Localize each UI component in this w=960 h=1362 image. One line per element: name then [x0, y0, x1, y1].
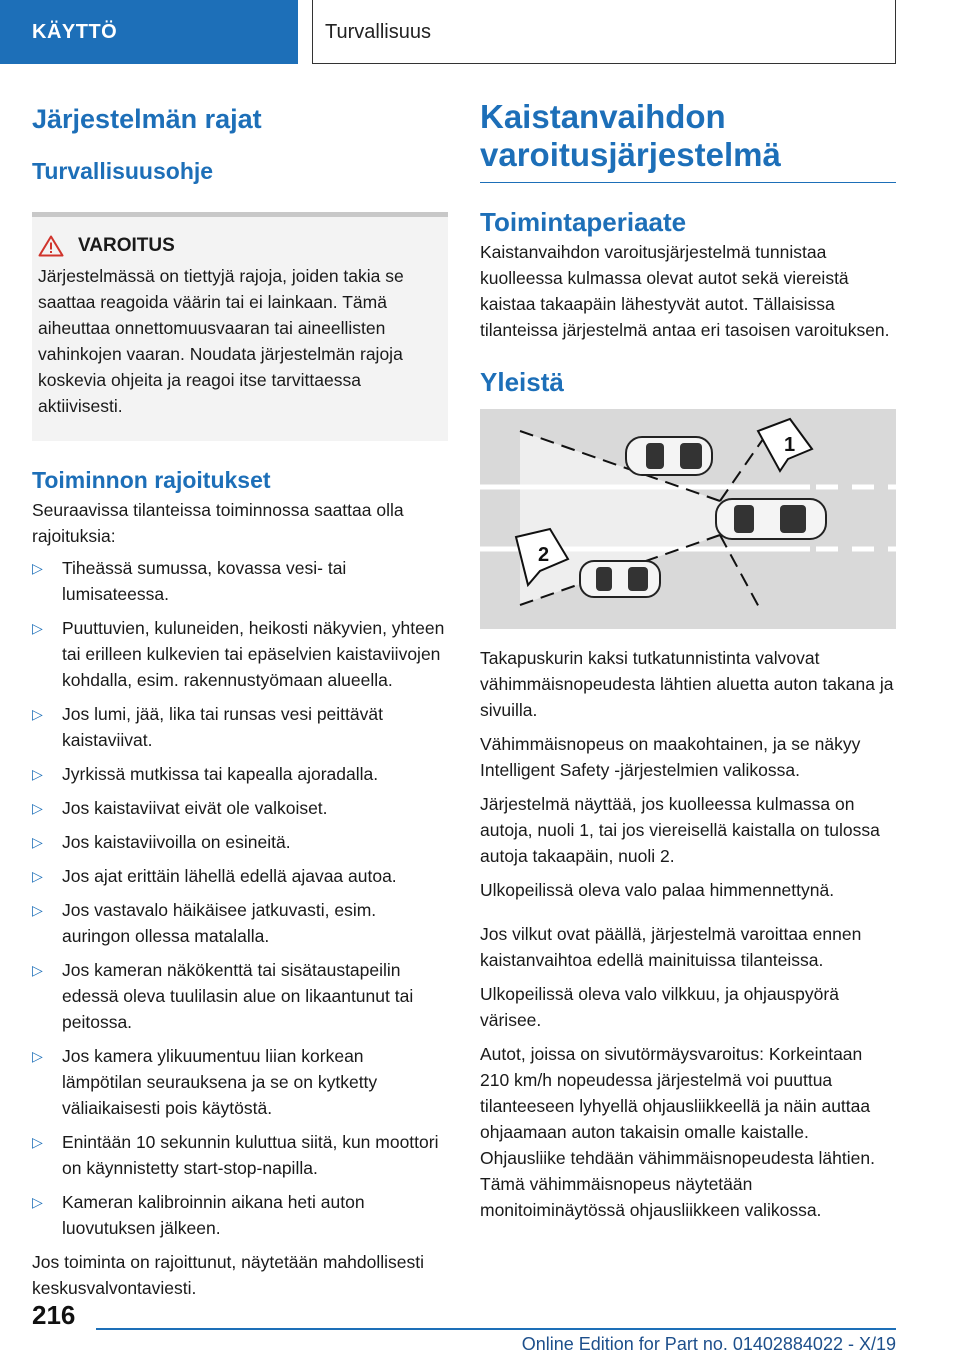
bullet-arrow-icon: ▷	[32, 868, 43, 884]
svg-text:2: 2	[538, 544, 550, 566]
bullet-arrow-icon: ▷	[32, 1194, 43, 1210]
paragraph: Ulkopeilissä oleva valo vilkkuu, ja ohjauspyörä värisee.	[480, 984, 839, 1030]
car-blind-spot-icon	[626, 437, 712, 475]
list-item: ▷ Jos lumi, jää, lika tai runsas vesi peittävät kaistaviivat.	[32, 701, 448, 753]
list-item: ▷ Jos kaistaviivat eivät ole valkoiset.	[32, 795, 448, 821]
paragraph: Vähimmäisnopeus on maakohtainen, ja se näkyy Intelligent Safety -järjestelmien valikossa.	[480, 734, 861, 780]
bullet-arrow-icon: ▷	[32, 620, 43, 636]
limits-list	[32, 555, 448, 1241]
bullet-arrow-icon: ▷	[32, 834, 43, 850]
bullet-arrow-icon: ▷	[32, 706, 43, 722]
topic-tab: Turvallisuus	[312, 0, 896, 64]
page-number: 216	[32, 1300, 76, 1330]
warning-title	[38, 235, 442, 257]
left-column	[32, 98, 448, 1301]
list-item: ▷ Kameran kalibroinnin aikana heti auton luovutuksen jälkeen.	[32, 1189, 448, 1241]
svg-text:1: 1	[784, 434, 796, 456]
bullet-arrow-icon: ▷	[32, 962, 43, 978]
lane-change-diagram	[480, 409, 896, 629]
warning-box	[32, 212, 448, 441]
safety-heading: Turvallisuusohje	[32, 158, 214, 184]
limits-heading: Toiminnon rajoitukset	[32, 467, 271, 493]
paragraph: Ulkopeilissä oleva valo palaa himmennettynä.	[480, 880, 835, 900]
list-item: ▷ Jyrkissä mutkissa tai kapealla ajoradalla.	[32, 761, 448, 787]
page-header	[0, 0, 960, 66]
car-own-icon	[716, 499, 826, 539]
list-item: ▷ Jos ajat erittäin lähellä edellä ajavaa autoa.	[32, 863, 448, 889]
section-tab: KÄYTTÖ	[0, 0, 298, 64]
list-item: ▷ Jos kamera ylikuumentuu liian korkean lämpötilan seurauksena ja se on kytketty väliaikaisesti pois käytöstä.	[32, 1043, 448, 1121]
section-title: Järjestelmän rajat	[32, 104, 262, 134]
chapter-title: Kaistanvaihdon varoitusjärjestelmä	[480, 98, 896, 183]
list-item: ▷ Jos kaistaviivoilla on esineitä.	[32, 829, 448, 855]
list-item: ▷ Enintään 10 sekunnin kuluttua siitä, kun moottori on käynnistetty start-stop-napilla.	[32, 1129, 448, 1181]
paragraph: Takapuskurin kaksi tutkatunnistinta valvovat vähimmäisnopeudesta lähtien aluetta auton takana ja sivuilla.	[480, 648, 894, 720]
limits-outro: Jos toiminta on rajoittunut, näytetään mahdollisesti keskusvalvontaviesti.	[32, 1252, 425, 1298]
list-item: ▷ Jos kameran näkökenttä tai sisätaustapeilin edessä oleva tuulilasin alue on likaantunut tai peitossa.	[32, 957, 448, 1035]
bullet-arrow-icon: ▷	[32, 800, 43, 816]
footer-rule	[96, 1328, 896, 1330]
list-item: ▷ Tiheässä sumussa, kovassa vesi- tai lumisateessa.	[32, 555, 448, 607]
bullet-arrow-icon: ▷	[32, 902, 43, 918]
warning-triangle-icon	[38, 235, 64, 257]
limits-intro: Seuraavissa tilanteissa toiminnossa saattaa olla rajoituksia:	[32, 500, 404, 546]
paragraph: Autot, joissa on sivutörmäysvaroitus: Korkeintaan 210 km/h nopeudessa järjestelmä voi puuttua tilanteeseen lyhyellä ohjausliikkeellä ja näin auttaa ohjaamaan auton takaisin omalle kaistalle. Ohjausliike tehdään vähimmäisnopeudesta lähtien. Tämä vähimmäisnopeus näytetään monitoiminäytössä ohjausliikkeen valikossa.	[480, 1044, 875, 1220]
bullet-arrow-icon: ▷	[32, 1048, 43, 1064]
bullet-arrow-icon: ▷	[32, 560, 43, 576]
list-item: ▷ Jos vastavalo häikäisee jatkuvasti, esim. auringon ollessa matalalla.	[32, 897, 448, 949]
principle-text: Kaistanvaihdon varoitusjärjestelmä tunnistaa kuolleessa kulmassa olevat autot sekä viereistä kaistaa takaapäin lähestyvät autot. Tällaisissa tilanteissa järjestelmä antaa eri tasoisen varoituksen.	[480, 242, 890, 340]
car-approaching-icon	[580, 561, 660, 597]
bullet-arrow-icon: ▷	[32, 766, 43, 782]
bullet-arrow-icon: ▷	[32, 1134, 43, 1150]
principle-heading: Toimintaperiaate	[480, 207, 687, 237]
footer-edition: Online Edition for Part no. 01402884022 - X/19	[521, 1334, 896, 1354]
right-column	[480, 98, 896, 1231]
paragraph: Jos vilkut ovat päällä, järjestelmä varoittaa ennen kaistanvaihtoa edellä mainituissa tilanteissa.	[480, 924, 862, 970]
general-heading: Yleistä	[480, 367, 564, 397]
warning-label: VAROITUS	[78, 235, 175, 256]
list-item: ▷ Puuttuvien, kuluneiden, heikosti näkyvien, yhteen tai erilleen kulkevien tai epäselvien kaistaviivojen kohdalla, esim. rakennustyömaan alueella.	[32, 615, 448, 693]
warning-text: Järjestelmässä on tiettyjä rajoja, joiden takia se saattaa reagoida väärin tai ei lainkaan. Tämä aiheuttaa onnettomuusvaaran tai aineellisten vahinkojen vaaran. Noudata järjestelmän rajoja koskevia ohjeita ja reagoi itse tarvittaessa aktiivisesti.	[38, 266, 404, 416]
paragraph: Järjestelmä näyttää, jos kuolleessa kulmassa on autoja, nuoli 1, tai jos viereisellä kaistalla on tulossa autoja takaapäin, nuoli 2.	[480, 794, 880, 866]
